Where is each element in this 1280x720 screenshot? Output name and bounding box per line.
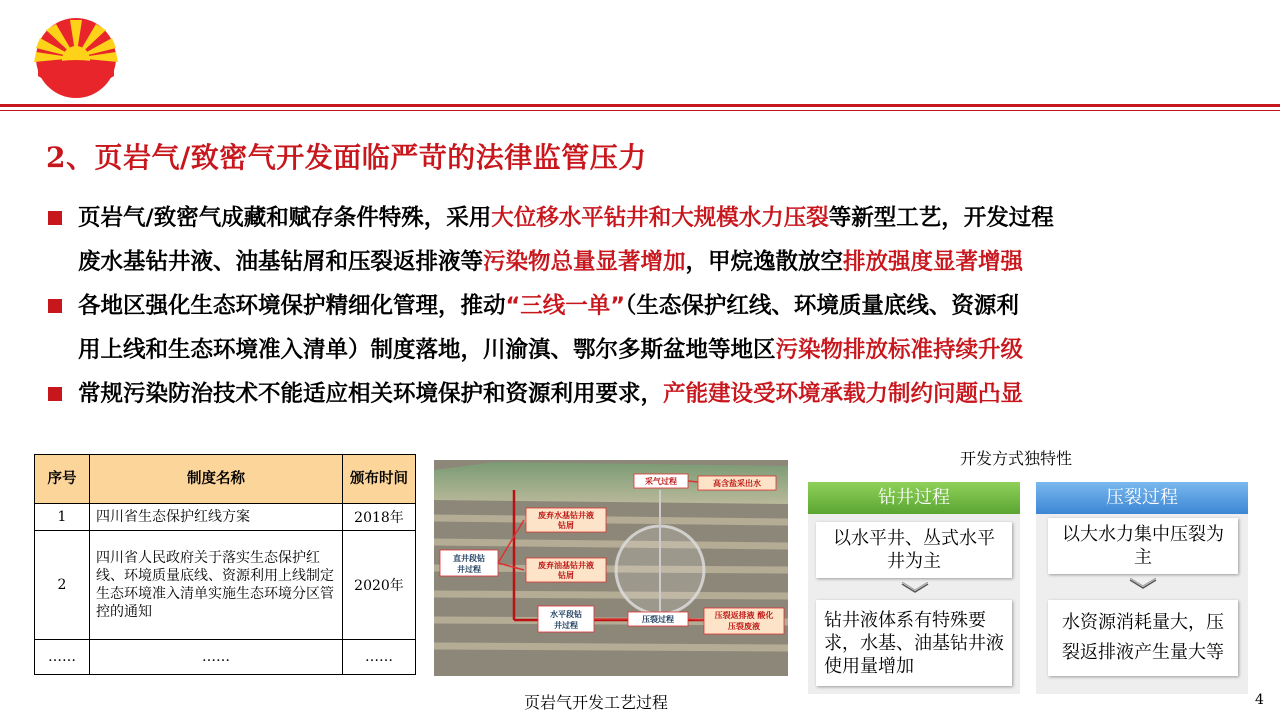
regulation-table xyxy=(34,454,416,675)
table-cell: …… xyxy=(90,640,343,675)
header-rule-thin xyxy=(0,110,1280,111)
fracturing-top-text: 以大水力集中压裂为主 xyxy=(1062,524,1224,568)
col-header-name: 制度名称 xyxy=(90,455,343,504)
table-cell: 1 xyxy=(35,504,90,531)
table-header-row xyxy=(35,455,416,504)
bullet-highlight: 产能建设受环境承载力制约问题凸显 xyxy=(663,381,1024,407)
label-horizontal-2: 井过程 xyxy=(554,621,578,630)
label-horizontal-1: 水平段钻 xyxy=(550,610,582,619)
diagram-caption: 页岩气开发工艺过程 xyxy=(524,693,669,712)
drilling-bottom-box xyxy=(816,600,1012,686)
label-gas: 采气过程 xyxy=(645,477,677,486)
bullet-square-icon xyxy=(48,299,62,313)
table-cell: 2020年 xyxy=(343,531,416,640)
chevron-down-icon xyxy=(1128,578,1158,590)
bullet-line xyxy=(78,284,1246,328)
bullet-text: 用上线和生态环境准入清单）制度落地，川渝滇、鄂尔多斯盆地等地区 xyxy=(78,337,776,363)
drilling-bottom-text: 钻井液体系有特殊要求，水基、油基钻井液使用量增加 xyxy=(824,609,1004,677)
drilling-top-box xyxy=(816,522,1012,578)
col-header-index: 序号 xyxy=(35,455,90,504)
bullet-text: 废水基钻井液、油基钻屑和压裂返排液等 xyxy=(78,249,484,275)
bullet-line xyxy=(78,372,1246,416)
table-cell: …… xyxy=(35,640,90,675)
features-title: 开发方式独特性 xyxy=(960,449,1073,468)
label-water-cuttings-1: 废弃水基钻井液 xyxy=(538,511,594,520)
table-cell: …… xyxy=(343,640,416,675)
label-water-cuttings-2: 钻屑 xyxy=(558,521,574,530)
bullet-square-icon xyxy=(48,211,62,225)
bullet-highlight: “三线一单” xyxy=(505,293,626,319)
header-rule xyxy=(0,104,1280,107)
bullet-line xyxy=(78,328,1246,372)
label-flowback-1: 压裂返排液 酸化 xyxy=(714,611,774,620)
table-row xyxy=(35,640,416,675)
bullet-text: ，甲烷逸散放空 xyxy=(685,249,844,275)
table-cell: 四川省人民政府关于落实生态保护红线、环境质量底线、资源利用上线制定生态环境准入清单实施生态环境分区管控的通知 xyxy=(90,531,343,640)
label-vertical-2: 井过程 xyxy=(457,565,481,574)
bullet-item xyxy=(46,196,1246,284)
bullet-text: 等新型工艺，开发过程 xyxy=(828,205,1054,231)
bullet-highlight: 排放强度显著增强 xyxy=(843,249,1024,275)
drilling-top-text: 以水平井、丛式水平井为主 xyxy=(833,528,995,572)
company-logo xyxy=(34,16,118,100)
table-cell: 2 xyxy=(35,531,90,640)
fracturing-top-box xyxy=(1048,518,1238,574)
bullet-highlight: 大位移水平钻井和大规模水力压裂 xyxy=(491,205,829,231)
page-number: 4 xyxy=(1255,692,1264,708)
table-cell: 四川省生态保护红线方案 xyxy=(90,504,343,531)
table-row xyxy=(35,531,416,640)
label-frac: 压裂过程 xyxy=(642,615,674,624)
fracturing-bottom-text: 水资源消耗量大，压裂返排液产生量大等 xyxy=(1062,612,1224,663)
table-cell: 2018年 xyxy=(343,504,416,531)
drilling-header: 钻井过程 xyxy=(808,482,1020,514)
slide-title: 2、页岩气/致密气开发面临严苛的法律监管压力 xyxy=(46,141,647,174)
fracturing-bottom-box xyxy=(1048,600,1238,676)
label-saltwater: 高含盐采出水 xyxy=(713,479,761,488)
bullet-text: （生态保护红线、环境质量底线、资源利 xyxy=(625,293,1019,319)
bullet-square-icon xyxy=(48,387,62,401)
bullet-text: 页岩气/致密气成藏和赋存条件特殊，采用 xyxy=(78,205,492,231)
label-flowback-2: 压裂废液 xyxy=(728,622,760,631)
bullet-highlight: 污染物排放标准持续升级 xyxy=(775,337,1024,363)
bullet-text: 常规污染防治技术不能适应相关环境保护和资源利用要求， xyxy=(78,381,664,407)
label-oil-cuttings-2: 钻屑 xyxy=(558,571,574,580)
bullet-text: 各地区强化生态环境保护精细化管理，推动 xyxy=(78,293,506,319)
bullet-highlight: 污染物总量显著增加 xyxy=(483,249,686,275)
bullet-item xyxy=(46,372,1246,416)
shale-gas-process-diagram xyxy=(434,460,788,676)
bullet-line xyxy=(78,240,1246,284)
chevron-down-icon xyxy=(900,582,930,594)
label-vertical-1: 直井段钻 xyxy=(453,554,485,563)
bullet-line xyxy=(78,196,1246,240)
table-row xyxy=(35,504,416,531)
col-header-date: 颁布时间 xyxy=(343,455,416,504)
bullet-item xyxy=(46,284,1246,372)
label-oil-cuttings-1: 废弃油基钻井液 xyxy=(538,561,594,570)
bullet-list xyxy=(46,196,1246,416)
fracturing-header: 压裂过程 xyxy=(1036,482,1248,514)
